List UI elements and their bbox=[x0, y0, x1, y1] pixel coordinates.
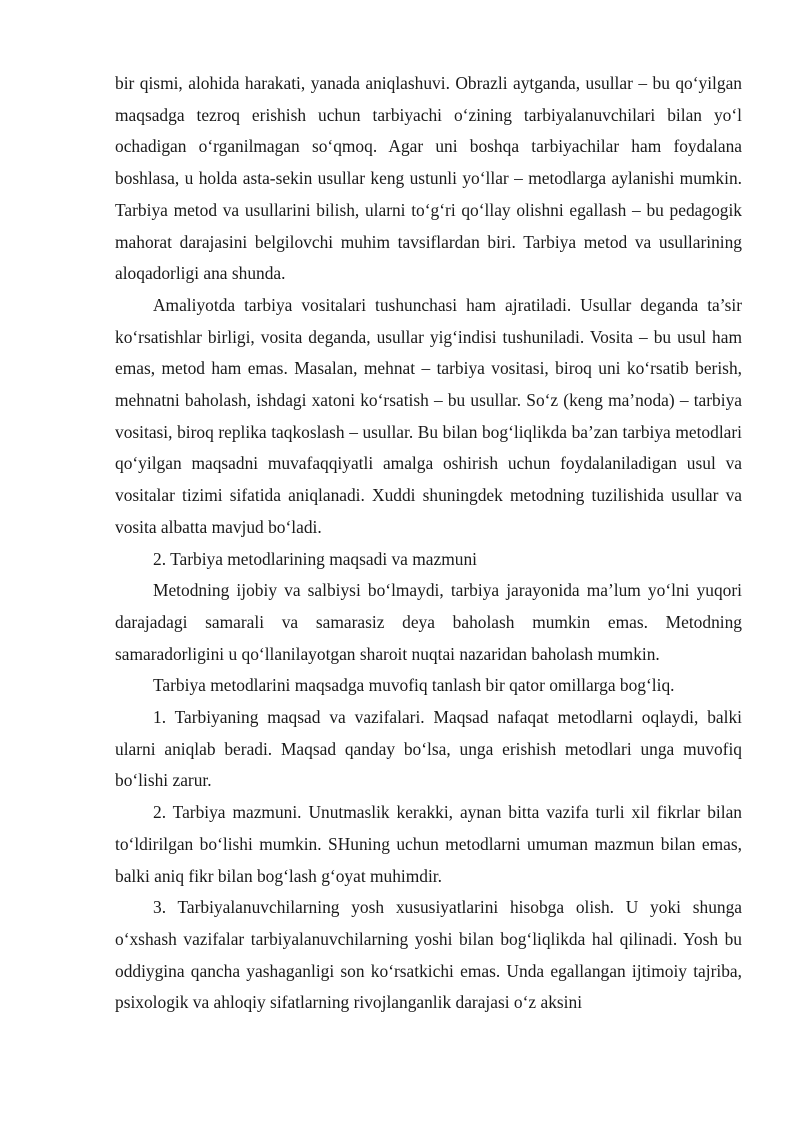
list-item-content: 2. Tarbiya mazmuni. Unutmaslik kerakki, aynan bitta vazifa turli xil fikrlar bilan to‘ldirilgan bo‘lishi mumkin. SHuning uchun metodlarni umuman mazmun bilan emas, balki aniq fikr bilan bog‘lash g‘oyat muhimdir. bbox=[115, 802, 742, 886]
list-item-goal: 1. Tarbiyaning maqsad va vazifalari. Maqsad nafaqat metodlarni oqlaydi, balki ularni aniqlab beradi. Maqsad qanday bo‘lsa, unga erishish metodlari unga muvofiq bo‘lishi zarur. bbox=[115, 707, 742, 791]
paragraph-method-evaluation: Metodning ijobiy va salbiysi bo‘lmaydi, tarbiya jarayonida ma’lum yo‘lni yuqori darajadagi samarali va samarasiz deya baholash mumkin emas. Metodning samaradorligini u qo‘llanilayotgan sharoit nuqtai nazaridan baholash mumkin. bbox=[115, 580, 742, 664]
section-heading: 2. Tarbiya metodlarining maqsadi va mazmuni bbox=[153, 548, 477, 569]
document-page bbox=[115, 68, 742, 1019]
paragraph-tools-concept: Amaliyotda tarbiya vositalari tushunchasi ham ajratiladi. Usullar deganda ta’sir ko‘rsatishlar birligi, vosita deganda, usullar yig‘indisi tushuniladi. Vosita – bu usul ham emas, metod ham emas. Masalan, mehnat – tarbiya vositasi, biroq uni ko‘rsatib berish, mehnatni baholash, ishdagi xatoni ko‘rsatish – bu usullar. So‘z (keng ma’noda) – tarbiya vositasi, biroq replika taqkoslash – usullar. Bu bilan bog‘liqlikda ba’zan tarbiya metodlari qo‘yilgan maqsadni muvafaqqiyatli amalga oshirish uchun foydalaniladigan usul va vositalar tizimi sifatida aniqlanadi. Xuddi shuningdek metodning tuzilishida usullar va vosita albatta mavjud bo‘ladi. bbox=[115, 294, 742, 537]
list-item-age: 3. Tarbiyalanuvchilarning yosh xususiyatlarini hisobga olish. U yoki shunga o‘xshash vazifalar tarbiyalanuvchilarning yoshi bilan bog‘liqlikda hal qilinadi. Yosh bu oddiygina qancha yashaganligi son ko‘rsatkichi emas. Unda egallangan ijtimoiy tajriba, psixologik va ahloqiy sifatlarning rivojlanganlik darajasi o‘z aksini bbox=[115, 897, 742, 1013]
paragraph-method-selection: Tarbiya metodlarini maqsadga muvofiq tanlash bir qator omillarga bog‘liq. bbox=[153, 675, 675, 696]
paragraph-continuation: bir qismi, alohida harakati, yanada aniqlashuvi. Obrazli aytganda, usullar – bu qo‘yilgan maqsadga tezroq erishish uchun tarbiyachi o‘zining tarbiyalanuvchilari bilan yo‘l ochadigan o‘rganilmagan so‘qmoq. Agar uni boshqa tarbiyachilar ham foydalana boshlasa, u holda asta-sekin usullar keng ustunli yo‘llar – metodlarga aylanishi mumkin. Tarbiya metod va usullarini bilish, ularni to‘g‘ri qo‘llay olishni egallash – bu pedagogik mahorat darajasini belgilovchi muhim tavsiflardan biri. Tarbiya metod va usullarining aloqadorligi ana shunda. bbox=[115, 73, 742, 284]
